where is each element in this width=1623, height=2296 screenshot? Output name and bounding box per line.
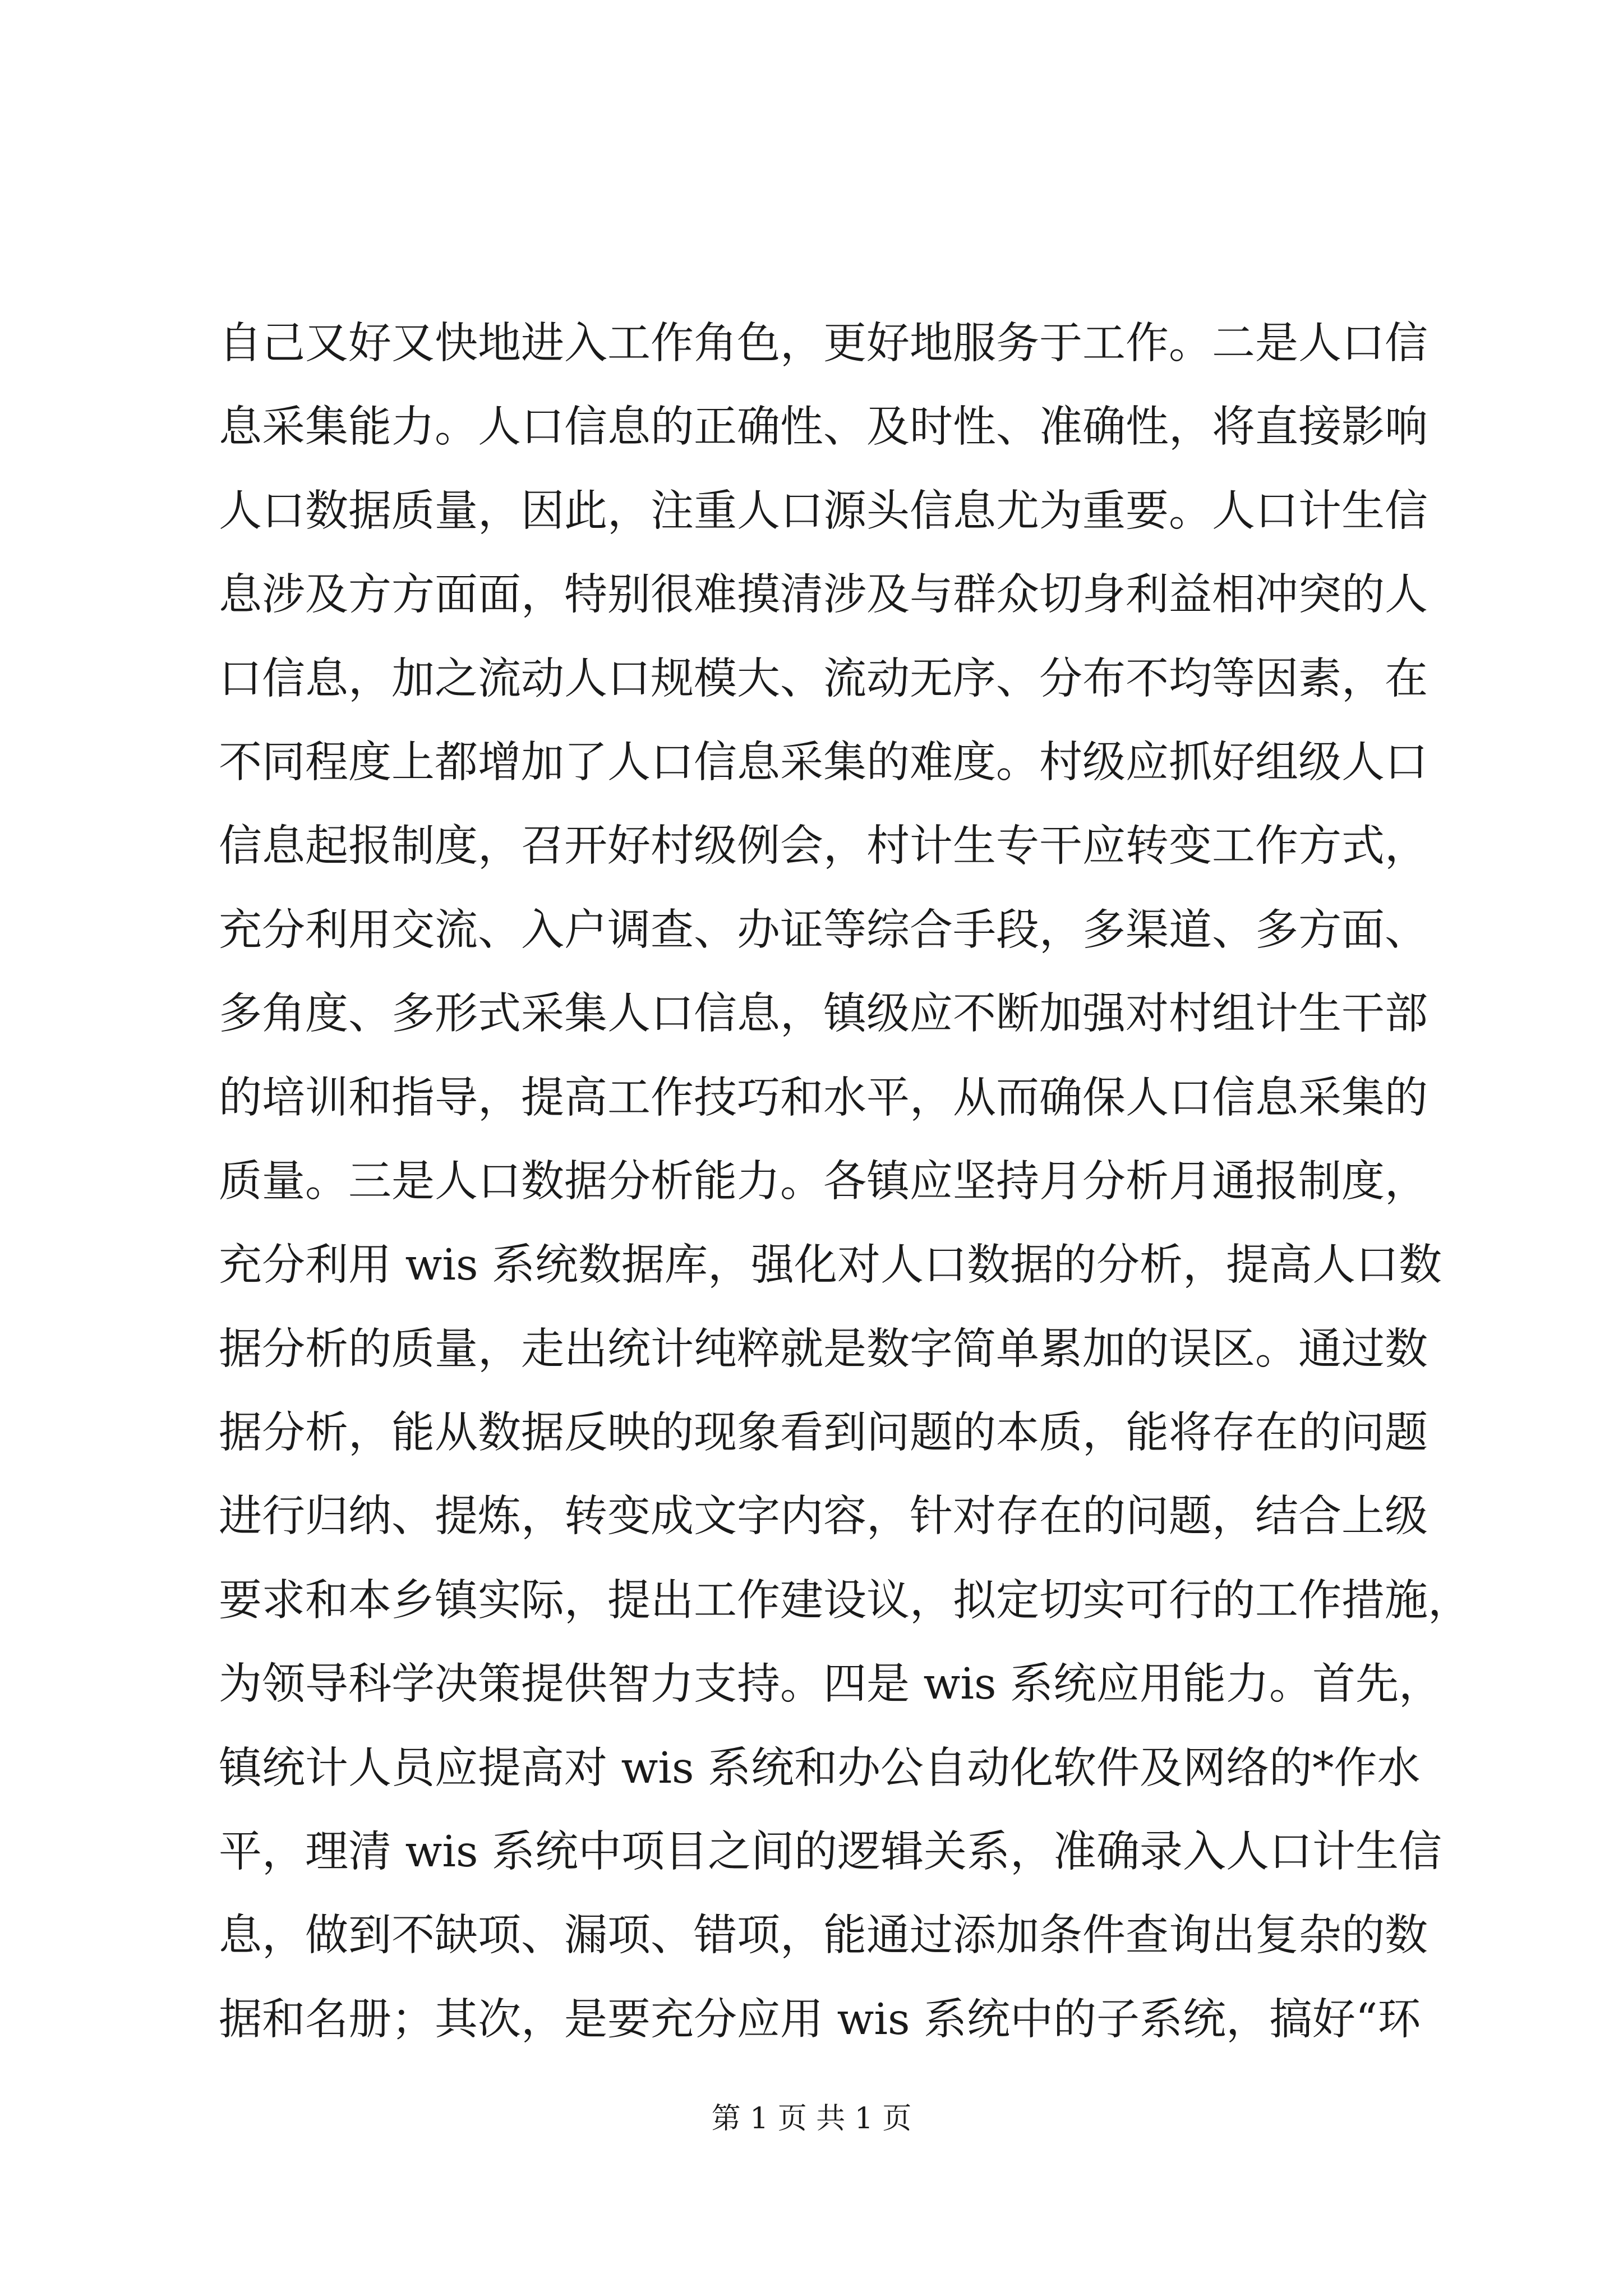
- text-line: 不同程度上都增加了人口信息采集的难度。村级应抓好组级人口: [219, 737, 1428, 788]
- text-line: 进行归纳、提炼，转变成文字内容，针对存在的问题，结合上级: [219, 1492, 1428, 1542]
- text-line: 自己又好又快地进入工作角色，更好地服务于工作。二是人口信: [219, 319, 1428, 369]
- text-line: 据分析的质量，走出统计纯粹就是数字简单累加的误区。通过数: [219, 1324, 1428, 1374]
- text-line: 息采集能力。人口信息的正确性、及时性、准确性，将直接影响: [219, 402, 1428, 453]
- text-line: 人口数据质量，因此，注重人口源头信息尤为重要。人口计生信: [219, 486, 1428, 536]
- text-line: 镇统计人员应提高对 wis 系统和办公自动化软件及网络的*作水: [219, 1743, 1421, 1793]
- text-line: 口信息，加之流动人口规模大、流动无序、分布不均等因素，在: [219, 654, 1428, 704]
- text-line: 为领导科学决策提供智力支持。四是 wis 系统应用能力。首先，: [219, 1659, 1442, 1710]
- text-line: 充分利用交流、入户调查、办证等综合手段，多渠道、多方面、: [219, 905, 1428, 955]
- text-line: 信息起报制度，召开好村级例会，村计生专干应转变工作方式，: [219, 821, 1428, 872]
- text-line: 要求和本乡镇实际，提出工作建设议，拟定切实可行的工作措施，: [219, 1575, 1471, 1626]
- page-footer: 第 1 页 共 1 页: [711, 2102, 912, 2136]
- text-line: 据和名册；其次，是要充分应用 wis 系统中的子系统，搞好“环: [219, 1994, 1421, 2045]
- text-line: 据分析，能从数据反映的现象看到问题的本质，能将存在的问题: [219, 1408, 1428, 1458]
- text-line: 的培训和指导，提高工作技巧和水平，从而确保人口信息采集的: [219, 1073, 1428, 1123]
- text-line: 充分利用 wis 系统数据库，强化对人口数据的分析，提高人口数: [219, 1240, 1442, 1291]
- body-text: [219, 302, 1471, 2062]
- text-line: 平，理清 wis 系统中项目之间的逻辑关系，准确录入人口计生信: [219, 1827, 1442, 1878]
- text-line: 多角度、多形式采集人口信息，镇级应不断加强对村组计生干部: [219, 989, 1428, 1039]
- text-line: 息，做到不缺项、漏项、错项，能通过添加条件查询出复杂的数: [219, 1911, 1428, 1961]
- text-line: 质量。三是人口数据分析能力。各镇应坚持月分析月通报制度，: [219, 1156, 1428, 1207]
- text-line: 息涉及方方面面，特别很难摸清涉及与群众切身利益相冲突的人: [219, 570, 1428, 620]
